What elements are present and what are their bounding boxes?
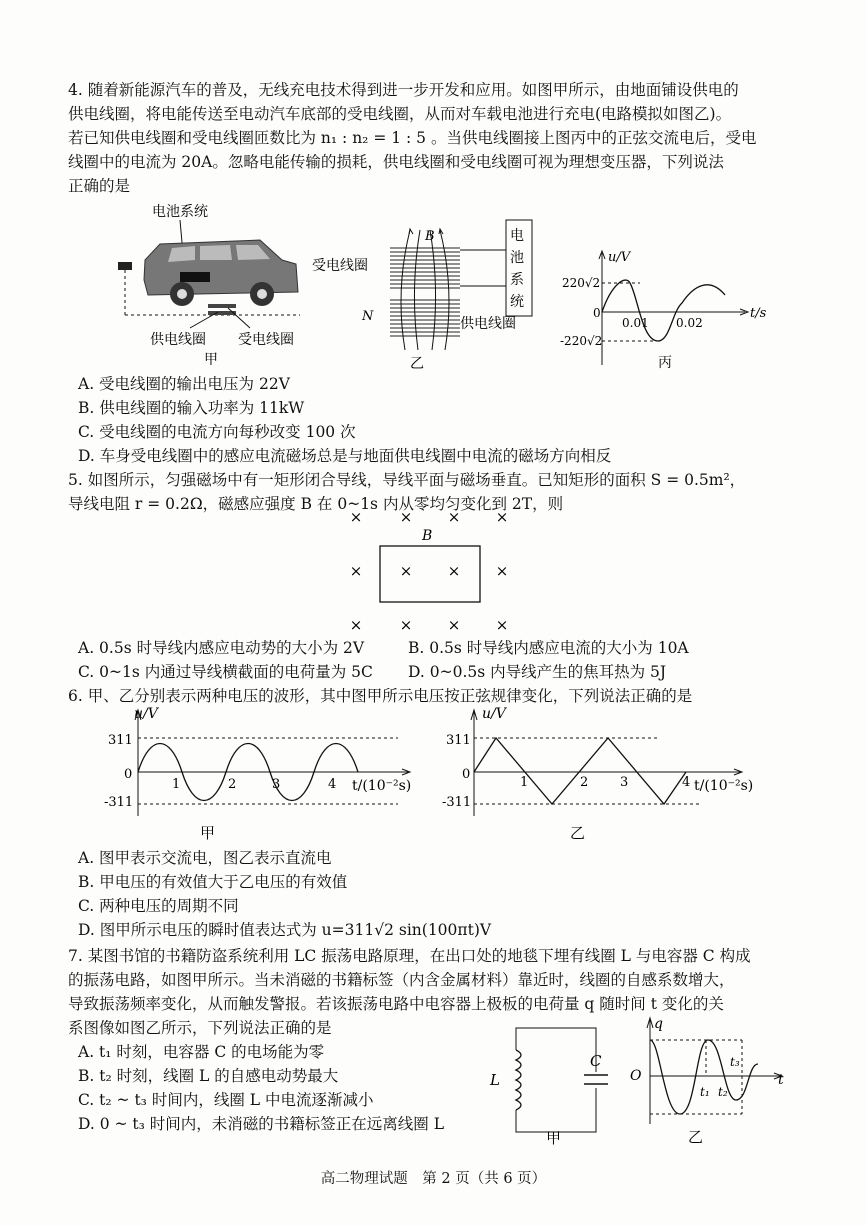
q6-jia-tick: 2 <box>228 777 237 792</box>
q4-figure-bing <box>560 245 770 370</box>
svg-text:池: 池 <box>510 250 524 266</box>
pole-n-label: N <box>362 309 374 324</box>
q7-caption-yi: 乙 <box>688 1128 704 1146</box>
q4-option-c[interactable]: C. 受电线圈的电流方向每秒改变 100 次 <box>78 423 356 442</box>
bing-ymin: -220√2 <box>560 334 603 348</box>
q7-options <box>68 1040 488 1136</box>
cross: × <box>495 562 509 580</box>
cross: × <box>349 508 363 526</box>
svg-text:电: 电 <box>510 228 524 244</box>
q6-options <box>68 846 838 942</box>
field-b-label: B <box>422 528 433 544</box>
q7-figure-jia <box>488 1020 618 1145</box>
q6-option-c[interactable]: C. 两种电压的周期不同 <box>78 897 239 916</box>
q6-yi-ymin: -311 <box>442 795 472 810</box>
q6-caption-yi: 乙 <box>570 824 586 842</box>
q6-stem: 6. 甲、乙分别表示两种电压的波形，其中图甲所示电压按正弦规律变化，下列说法正确的是 <box>68 687 693 705</box>
bing-xlabel: t/s <box>750 306 767 321</box>
bing-ymax: 220√2 <box>562 276 601 290</box>
q6-option-a[interactable]: A. 图甲表示交流电，图乙表示直流电 <box>78 849 332 867</box>
supply-coil-label: 供电线圈 <box>460 316 516 332</box>
q6-yi-zero: 0 <box>462 767 471 782</box>
q7-yi-ylabel: q <box>654 1016 663 1032</box>
q6-caption-jia: 甲 <box>200 824 216 842</box>
q5-options <box>68 636 838 684</box>
q7-t1: t₁ <box>700 1085 710 1099</box>
q7-t3: t₃ <box>730 1055 740 1069</box>
question-4 <box>68 78 838 198</box>
q4-figure-jia <box>100 200 310 370</box>
q5-option-b[interactable]: B. 0.5s 时导线内感应电流的大小为 10A <box>408 639 689 657</box>
cross: × <box>349 616 363 634</box>
q7-option-c[interactable]: C. t₂ ~ t₃ 时间内，线圈 L 中电流逐渐减小 <box>78 1091 374 1110</box>
caption-bing: 丙 <box>658 355 672 371</box>
bing-t1: 0.01 <box>622 316 649 330</box>
q5-stem-line2: 导线电阻 r = 0.2Ω，磁感应强度 B 在 0~1s 内从零均匀变化到 2T，则 <box>68 495 564 514</box>
cross: × <box>447 562 461 580</box>
cross: × <box>399 616 413 634</box>
q7-figure-yi <box>630 1014 790 1144</box>
supply-coil <box>390 300 460 336</box>
q4-stem-line5: 正确的是 <box>68 177 131 196</box>
q6-option-d[interactable]: D. 图甲所示电压的瞬时值表达式为 u=311√2 sin(100πt)V <box>78 921 492 940</box>
q6-jia-ylabel: u/V <box>134 706 158 722</box>
q7-yi-origin: O <box>630 1068 642 1084</box>
q6-yi-tick: 3 <box>620 775 629 790</box>
q6-yi-triangle-wave <box>474 738 686 804</box>
q7-yi-xlabel: t <box>778 1072 784 1088</box>
bing-t2: 0.02 <box>676 316 703 330</box>
cross: × <box>349 562 363 580</box>
q6-jia-xlabel: t/(10⁻²s) <box>352 778 412 794</box>
q4-option-b[interactable]: B. 供电线圈的输入功率为 11kW <box>78 399 305 418</box>
receive-coil <box>390 248 460 288</box>
cross: × <box>399 562 413 580</box>
q6-yi-tick: 2 <box>580 775 589 790</box>
q6-yi-tick: 4 <box>682 775 691 790</box>
wire-rectangle <box>380 546 480 602</box>
q4-figure-yi <box>310 220 550 370</box>
q4-stem-line2: 供电线圈，将电能传送至电动汽车底部的受电线圈，从而对车载电池进行充电(电路模拟如图乙)。 <box>68 105 732 124</box>
receive-coil-label: 受电线圈 <box>238 332 294 348</box>
caption-yi: 乙 <box>410 356 424 372</box>
q6-jia-ymax: 311 <box>108 733 133 748</box>
q5-option-a[interactable]: A. 0.5s 时导线内感应电动势的大小为 2V <box>78 639 365 657</box>
q4-stem-line1: 4. 随着新能源汽车的普及，无线充电技术得到进一步开发和应用。如图甲所示，由地面铺设供电的 <box>68 81 739 99</box>
field-b-label: B <box>425 229 435 244</box>
q5-option-d[interactable]: D. 0~0.5s 内导线产生的焦耳热为 5J <box>408 663 667 682</box>
q4-stem-line3: 若已知供电线圈和受电线圈匝数比为 n₁ : n₂ = 1 : 5 。当供电线圈接上图丙中的正弦交流电后，受电 <box>68 129 757 148</box>
cross: × <box>447 508 461 526</box>
q4-stem-line4: 线圈中的电流为 20A。忽略电能传输的损耗，供电线圈和受电线圈可视为理想变压器，下列说法 <box>68 153 724 172</box>
cross: × <box>447 616 461 634</box>
q4-option-a[interactable]: A. 受电线圈的输出电压为 22V <box>78 375 290 393</box>
q6-jia-tick: 3 <box>272 777 281 792</box>
caption-jia: 甲 <box>204 352 218 368</box>
q5-option-c[interactable]: C. 0~1s 内通过导线横截面的电荷量为 5C <box>78 663 373 682</box>
q7-option-d[interactable]: D. 0 ~ t₃ 时间内，未消磁的书籍标签正在远离线圈 L <box>78 1115 445 1134</box>
supply-coil-label: 供电线圈 <box>150 332 206 348</box>
bing-sine-wave <box>602 280 725 341</box>
q6-jia-tick: 1 <box>172 777 181 792</box>
q6-yi-ylabel: u/V <box>482 706 506 722</box>
q6-jia-zero: 0 <box>124 767 133 782</box>
receive-coil-label: 受电线圈 <box>312 258 368 274</box>
q7-stem-line1: 7. 某图书馆的书籍防盗系统利用 LC 振荡电路原理，在出口处的地毯下埋有线圈 L 与电容器 C 构成 <box>68 947 751 965</box>
q7-caption-jia: 甲 <box>546 1129 562 1147</box>
q6-yi-ymax: 311 <box>446 733 471 748</box>
q7-option-b[interactable]: B. t₂ 时刻，线圈 L 的自感电动势最大 <box>78 1067 339 1086</box>
q6-option-b[interactable]: B. 甲电压的有效值大于乙电压的有效值 <box>78 873 348 892</box>
capacitor-label: C <box>590 1052 602 1070</box>
q6-yi-xlabel: t/(10⁻²s) <box>694 778 754 794</box>
svg-text:系: 系 <box>510 272 524 288</box>
q5-stem-line1: 5. 如图所示，匀强磁场中有一矩形闭合导线，导线平面与磁场垂直。已知矩形的面积 S = 0.5m²， <box>68 471 746 489</box>
svg-text:统: 统 <box>510 294 524 310</box>
q7-t2: t₂ <box>718 1085 728 1099</box>
q7-stem-line3: 导致振荡频率变化，从而触发警报。若该振荡电路中电容器上极板的电荷量 q 随时间 t 变化的关 <box>68 995 724 1014</box>
battery-label: 电池系统 <box>152 204 208 220</box>
inductor-label: L <box>490 1071 500 1089</box>
q7-stem-line2: 的振荡电路，如图甲所示。当未消磁的书籍标签（内含金属材料）靠近时，线圈的自感系数增大， <box>68 971 735 990</box>
q5-figure <box>340 506 530 636</box>
bing-ylabel: u/V <box>608 250 631 265</box>
cross: × <box>399 508 413 526</box>
q6-jia-tick: 4 <box>328 777 337 792</box>
q4-options <box>68 372 838 468</box>
page-footer: 高二物理试题 第 2 页（共 6 页） <box>320 1171 547 1187</box>
q4-option-d[interactable]: D. 车身受电线圈中的感应电流磁场总是与地面供电线圈中电流的磁场方向相反 <box>78 447 612 466</box>
cross: × <box>495 508 509 526</box>
q7-stem-line4: 系图像如图乙所示，下列说法正确的是 <box>68 1019 332 1038</box>
q6-figure-jia <box>104 704 428 844</box>
q7-option-a[interactable]: A. t₁ 时刻，电容器 C 的电场能为零 <box>78 1043 325 1061</box>
bing-zero: 0 <box>593 306 601 320</box>
q6-jia-ymin: -311 <box>104 795 134 810</box>
cross: × <box>495 616 509 634</box>
q6-figure-yi <box>440 704 770 844</box>
q6-yi-tick: 1 <box>520 775 529 790</box>
